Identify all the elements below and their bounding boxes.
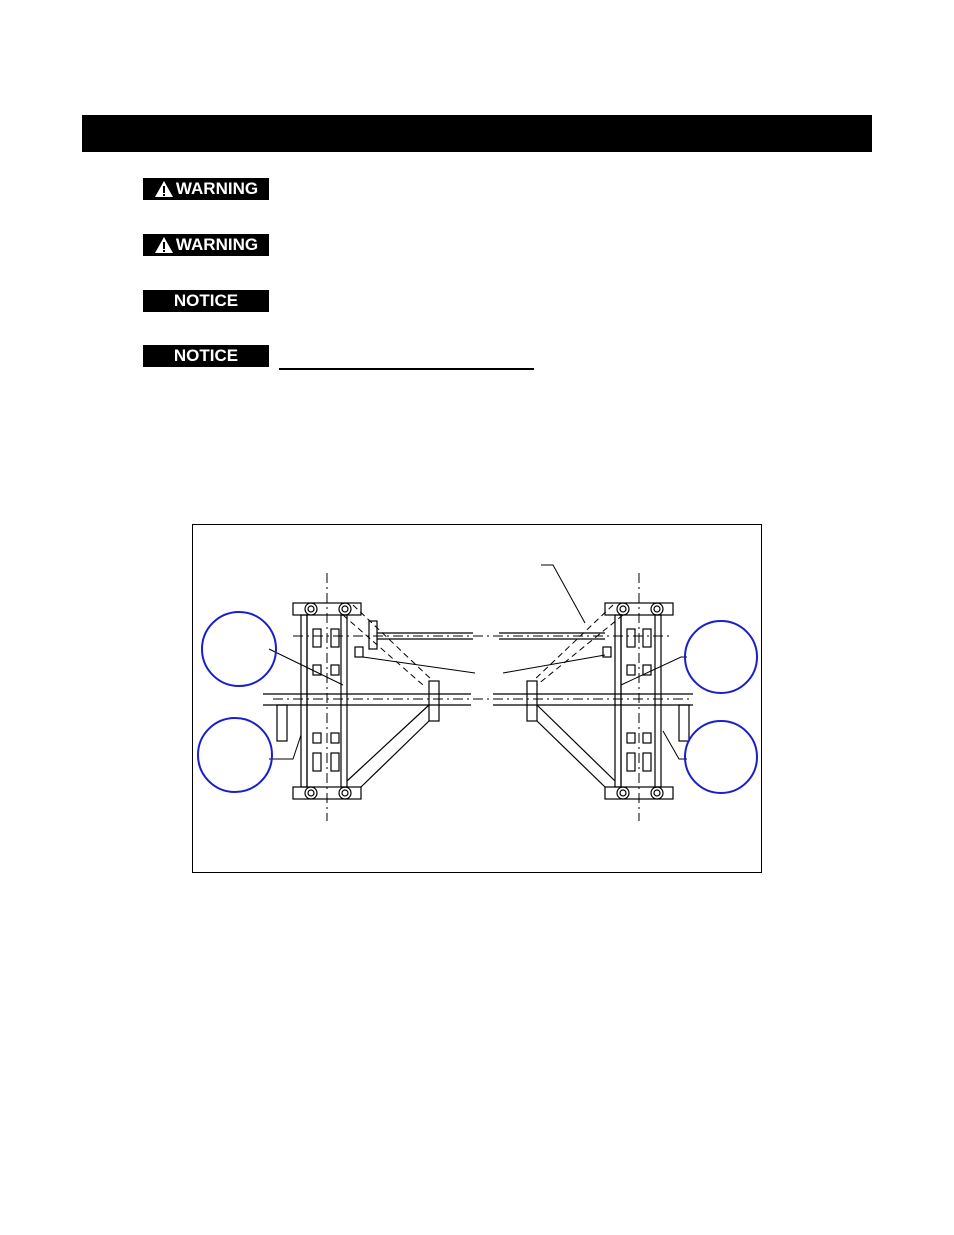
callout-circle-top-left [202,612,276,686]
notice-label-1 [143,290,269,312]
callout-circle-top-right [685,621,757,693]
underline-rule [279,368,534,370]
warning-label-1 [143,178,269,200]
left-assembly [263,603,473,799]
callout-circle-bottom-right [685,721,757,793]
axle-diagram-figure [192,524,762,873]
right-assembly [493,603,693,799]
section-header-bar [82,115,872,152]
warning-triangle-icon [154,236,174,254]
notice-text: NOTICE [173,346,239,365]
warning-label-2 [143,234,269,256]
warning-text: WARNING [175,179,259,198]
notice-label-2 [143,345,269,367]
axle-diagram [193,525,763,874]
callout-circle-bottom-left [198,718,272,792]
notice-text: NOTICE [173,291,239,310]
warning-triangle-icon [154,180,174,198]
warning-text: WARNING [175,235,259,254]
